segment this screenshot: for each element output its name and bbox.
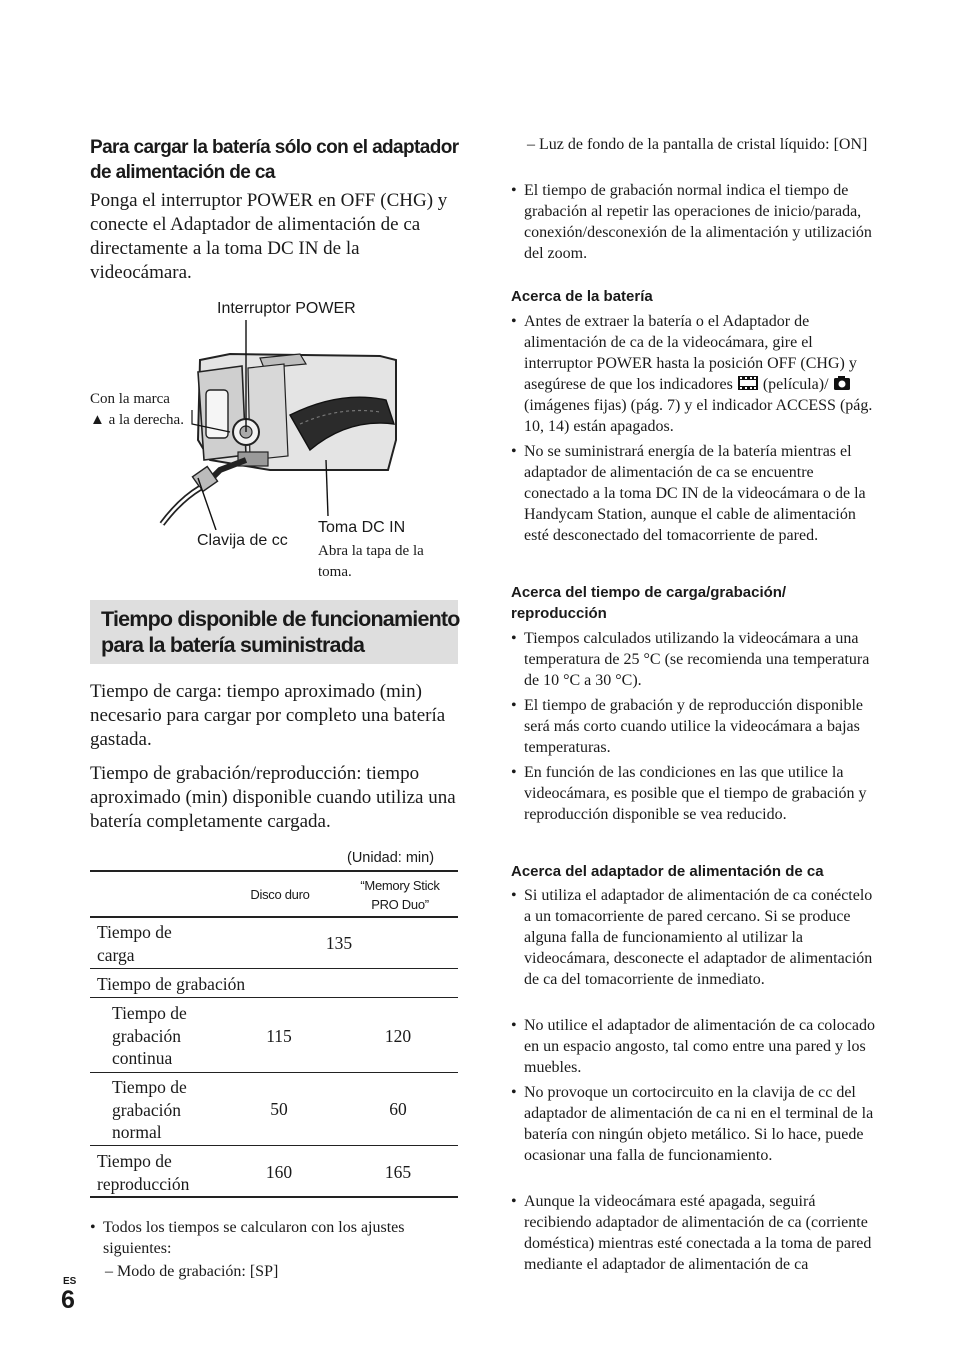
list-item-text: Tiempos calculados utilizando la videocámara a una temperatura de 25 °C (se recomienda una temperatura de 10 °C a 30 °C). (524, 630, 870, 689)
camera-icon (833, 375, 851, 391)
label-interruptor-power: Interruptor POWER (217, 300, 356, 317)
bullet-dot: • (511, 182, 517, 199)
label-marca-line-2: ▲ a la derecha. (90, 412, 184, 428)
heading-acerca-adaptador: Acerca del adaptador de alimentación de ca (511, 863, 824, 880)
bullet-dot: • (511, 764, 517, 781)
list-item (511, 1015, 881, 1078)
heading-acerca-bateria: Acerca de la batería (511, 288, 653, 305)
table-rule (90, 1145, 458, 1146)
bullet-dot: • (511, 887, 517, 904)
list-item (511, 885, 881, 990)
table-row-carga-label (97, 921, 172, 966)
table-row-reproduccion-memory: 165 (384, 1162, 412, 1182)
label-abra-line-1: Abra la tapa de la (318, 543, 424, 559)
table-row-normal-label (112, 1076, 187, 1144)
list-item-text (524, 311, 881, 437)
heading-acerca-tiempo: Acerca del tiempo de carga/grabación/ reproducción (511, 584, 787, 622)
table-rule-top (90, 870, 458, 872)
bullet-dot: • (511, 1017, 517, 1034)
continuation-dash-item: – Luz de fondo de la pantalla de cristal líquido: [ON] (527, 136, 868, 153)
table-row-continua-disco: 115 (266, 1026, 292, 1046)
list-item (511, 180, 881, 264)
bullet-dot: • (511, 630, 517, 647)
table-row-normal-memory: 60 (389, 1099, 407, 1119)
list-item (511, 695, 881, 758)
table-row-reproduccion-disco: 160 (265, 1162, 293, 1182)
table-rule-header (90, 916, 458, 918)
list-item-text: No se suministrará energía de la batería mientras el adaptador de alimentación de ca se encuentre conectado a la toma DC IN de la videocámara o de la Handycam Station, aunque el cable de alimentación esté desconectado del tomacorriente de pared. (524, 443, 866, 544)
bat-b1-mid2: (imágenes fijas) (pág. 7) y el indicador ACCESS (pág. 10, 14) están apagados. (524, 397, 873, 435)
bullet-dot: • (511, 443, 517, 460)
row-reproduccion-line-2: reproducción (97, 1173, 190, 1194)
bullet-dot: • (511, 1193, 517, 1210)
section-title: Tiempo disponible de funcionamiento para la batería suministrada (101, 607, 460, 657)
row-continua-line-1: Tiempo de (112, 1003, 187, 1023)
table-rule (90, 968, 458, 969)
row-carga-line-1: Tiempo de (97, 922, 172, 942)
table-row-grabacion-label: Tiempo de grabación (97, 974, 246, 994)
row-continua-line-3: continua (112, 1048, 173, 1068)
table-header-disco-duro: Disco duro (250, 887, 310, 902)
list-item-text: El tiempo de grabación y de reproducción disponible será más corto cuando utilice la videocámara a bajas temperaturas. (524, 697, 864, 756)
list-item-text: Aunque la videocámara esté apagada, seguirá recibiendo adaptador de alimentación de ca (corriente doméstica) mientras esté conectada a la toma de pared mediante el adaptador de alimentación de ca (524, 1193, 872, 1273)
bullet-dot: • (511, 313, 517, 330)
bullet-dot: • (511, 1084, 517, 1101)
row-normal-line-2: grabación (112, 1099, 181, 1120)
list-item-text: No provoque un cortocircuito en la clavija de cc del adaptador de alimentación de ca ni en el terminal de la batería con ningún objeto metálico. Si lo hace, puede ocasionar una falla de funcionamiento. (524, 1084, 874, 1164)
note-sub-item: – Modo de grabación: [SP] (105, 1263, 279, 1280)
table-row-normal-disco: 50 (270, 1099, 288, 1119)
unit-label: (Unidad: min) (347, 850, 435, 866)
list-item-text: Si utiliza el adaptador de alimentación de ca conéctelo a un tomacorriente de pared cercano. Si se produce alguna falla de funcionamiento al utilizar la videocámara, desconecte el adaptador de alimentación de ca del tomacorriente de inmediato. (524, 887, 873, 988)
table-rule (90, 997, 458, 998)
row-reproduccion-line-1: Tiempo de (97, 1151, 172, 1171)
paragraph-tiempo-grabacion: Tiempo de grabación/reproducción: tiempo aproximado (min) disponible cuando utiliza una batería completamente cargada. (90, 763, 456, 832)
note-bullet (90, 1217, 460, 1259)
row-continua-line-2: grabación (112, 1025, 181, 1046)
header-memory-line-2: PRO Duo” (371, 897, 429, 912)
row-normal-line-1: Tiempo de (112, 1077, 187, 1097)
note-text: Todos los tiempos se calcularon con los ajustes siguientes: (103, 1219, 405, 1257)
table-header-memory-stick (350, 876, 450, 914)
intro-paragraph: Ponga el interruptor POWER en OFF (CHG) y conecte el Adaptador de alimentación de ca directamente a la toma DC IN de la videocámara. (90, 190, 448, 283)
table-row-reproduccion-label (97, 1150, 189, 1195)
list-item (511, 762, 881, 825)
battery-time-table (90, 870, 458, 1198)
label-marca-line-1: Con la marca (90, 391, 170, 407)
page-number: 6 (61, 1286, 75, 1314)
table-rule (90, 1072, 458, 1073)
bullet-dot: • (511, 697, 517, 714)
bat-b1-mid1: (película)/ (762, 376, 829, 393)
list-item-text: No utilice el adaptador de alimentación de ca colocado en un espacio angosto, tal como entre una pared y los muebles. (524, 1017, 875, 1076)
list-item (511, 311, 881, 437)
label-abra-la-tapa (318, 541, 424, 583)
table-row-continua-memory: 120 (384, 1026, 412, 1046)
table-row-continua-label (112, 1002, 187, 1070)
label-clavija-de-cc: Clavija de cc (197, 532, 288, 549)
header-memory-line-1: “Memory Stick (360, 878, 440, 893)
movie-icon (737, 375, 759, 391)
camcorder-illustration (150, 320, 410, 530)
row-normal-line-3: normal (112, 1122, 162, 1142)
row-carga-line-2: carga (97, 944, 135, 965)
bat-b1-pre: Antes de extraer la batería o el Adaptador de alimentación de ca de la videocámara, gire el interruptor POWER hasta la posición OFF (CHG) y asegúrese de que los indicadores (524, 313, 857, 393)
paragraph-tiempo-carga: Tiempo de carga: tiempo aproximado (min) necesario para cargar por completo una batería gastada. (90, 681, 446, 750)
list-item (511, 1082, 881, 1166)
list-item-text: En función de las condiciones en las que utilice la videocámara, es posible que el tiempo de grabación y reproducción disponible se vea reducido. (524, 764, 867, 823)
list-item (511, 441, 881, 546)
list-item-text: El tiempo de grabación normal indica el tiempo de grabación al repetir las operaciones de inicio/parada, conexión/desconexión de la alimentación y utilización del zoom. (524, 182, 872, 262)
label-abra-line-2: toma. (318, 564, 352, 580)
list-item (511, 1191, 881, 1275)
list-item (511, 628, 881, 691)
bullet-dot: • (90, 1219, 96, 1236)
sub-heading: Para cargar la batería sólo con el adaptador de alimentación de ca (90, 137, 459, 183)
table-row-carga-value: 135 (325, 933, 353, 953)
label-toma-dc-in: Toma DC IN (318, 519, 406, 536)
page-language: ES (63, 1276, 77, 1287)
table-rule-bottom (90, 1196, 458, 1198)
